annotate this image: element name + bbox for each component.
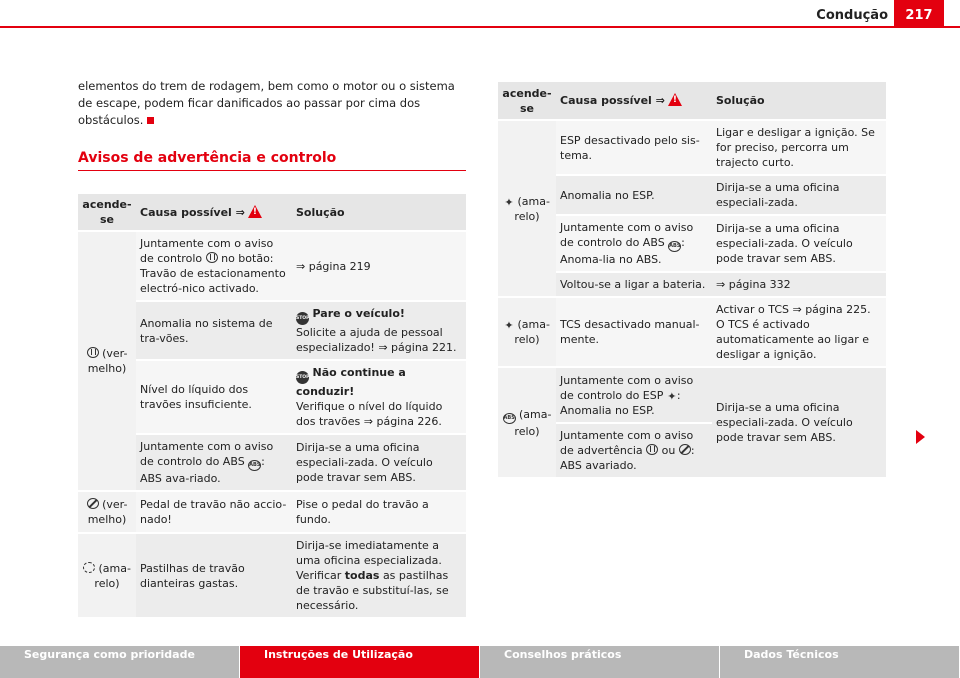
table-row [498, 272, 886, 297]
solution-heading: Não continue a conduzir! [296, 366, 406, 398]
warning-triangle-icon [668, 93, 682, 106]
solution-cell: ⇒ página 219 [292, 231, 466, 301]
solution-cell: Dirija-se a uma oficina especiali-zada. O veículo pode travar sem ABS. [712, 367, 886, 478]
page-number: 217 [894, 0, 944, 28]
cause-text: Juntamente com o aviso de controlo do ESP [560, 373, 694, 402]
cause-text: : ABS avariado. [560, 444, 695, 472]
warning-table-left [78, 194, 466, 619]
tcs-off-icon: ✦ [504, 319, 514, 332]
indicator-label: (ama-relo) [94, 561, 131, 590]
solution-cell: Ligar e desligar a ignição. Se for preciso, percorra um trajecto curto. [712, 120, 886, 175]
cause-cell: Voltou-se a ligar a bateria. [556, 272, 712, 297]
cause-cell: Anomalia no sistema de tra-vões. [136, 301, 292, 360]
footer-tab-tips[interactable]: Conselhos práticos [480, 646, 720, 678]
cause-text: Juntamente com o aviso de controlo do ABS [560, 221, 694, 249]
solution-text: Verifique o nível do líquido dos travões ⇒ página 226. [296, 400, 443, 428]
solution-emphasis: todas [344, 569, 380, 582]
indicator-label: (ama-relo) [514, 318, 550, 346]
header-cause [556, 82, 712, 120]
indicator-label: (ver-melho) [87, 498, 128, 526]
cause-cell [556, 367, 712, 423]
parking-brake-icon [206, 252, 218, 263]
header-solution: Solução [712, 82, 886, 120]
abs-icon: ABS [248, 460, 261, 471]
indicator-label: (ama-relo) [514, 194, 550, 223]
footer-tab-instructions[interactable]: Instruções de Utilização [240, 646, 480, 678]
stop-icon: STOP [296, 312, 309, 325]
indicator-cell [78, 491, 136, 533]
cause-text: : ABS ava-riado. [140, 455, 265, 485]
table-row [78, 491, 466, 533]
abs-icon: ABS [668, 241, 681, 252]
header-cause [136, 194, 292, 231]
indicator-label: (ama-relo) [514, 407, 552, 438]
table-row [498, 175, 886, 215]
table-row [78, 301, 466, 360]
solution-cell [292, 301, 466, 360]
solution-cell: Dirija-se a uma oficina especiali-zada. [712, 175, 886, 215]
table-header-row [78, 194, 466, 231]
cause-text: Juntamente com o aviso de controlo do ABS [140, 440, 274, 468]
solution-text: as pastilhas de travão e substituí-las, se necessário. [296, 569, 449, 612]
indicator-cell [498, 297, 556, 367]
solution-cell [292, 533, 466, 618]
stop-icon: STOP [296, 371, 309, 384]
cause-cell: ESP desactivado pelo sis-tema. [556, 120, 712, 175]
brake-warning-icon [87, 347, 99, 358]
header-cause-label: Causa possível [560, 94, 652, 107]
cause-text: Juntamente com o aviso de advertência [560, 429, 694, 457]
arrow-icon: ⇒ [235, 205, 245, 219]
solution-cell: Activar o TCS ⇒ página 225. O TCS é activado automaticamente ao ligar e desligar a ignição. [712, 297, 886, 367]
abs-icon: ABS [503, 413, 516, 424]
cause-text: : Anoma-lia no ABS. [560, 236, 685, 266]
cause-cell [556, 423, 712, 478]
footer-nav [0, 646, 960, 678]
indicator-cell [78, 533, 136, 618]
indicator-cell [498, 120, 556, 297]
header-indicator: acende-se [498, 82, 556, 120]
esp-icon: ✦ [504, 195, 514, 209]
cause-cell [136, 231, 292, 301]
chapter-title: Condução [816, 8, 888, 23]
cause-text: Juntamente com o aviso de controlo [140, 237, 274, 265]
table-row [78, 360, 466, 434]
end-of-section-mark [147, 117, 154, 124]
header-cause-label: Causa possível [140, 205, 232, 219]
table-row [78, 533, 466, 618]
brake-warning-icon [646, 444, 658, 455]
solution-cell: Dirija-se a uma oficina especiali-zada. O veículo pode travar sem ABS. [292, 434, 466, 491]
table-row [498, 297, 886, 367]
brake-pedal-icon [87, 498, 99, 509]
cause-cell: Pastilhas de travão dianteiras gastas. [136, 533, 292, 618]
header-solution: Solução [292, 194, 466, 231]
indicator-label: (ver-melho) [87, 347, 128, 375]
solution-cell: Pise o pedal do travão a fundo. [292, 491, 466, 533]
indicator-cell [78, 231, 136, 491]
table-row [78, 434, 466, 491]
cause-cell: Anomalia no ESP. [556, 175, 712, 215]
solution-heading: Pare o veículo! [312, 307, 405, 320]
esp-icon: ✦ [667, 389, 677, 403]
table-row [498, 120, 886, 175]
cause-text: ou [661, 444, 676, 457]
table-row [498, 367, 886, 423]
indicator-cell [498, 367, 556, 478]
footer-tab-safety[interactable]: Segurança como prioridade [0, 646, 240, 678]
solution-cell [292, 360, 466, 434]
solution-cell: ⇒ página 332 [712, 272, 886, 297]
cause-text: : Anomalia no ESP. [560, 388, 681, 417]
page-header [0, 0, 960, 30]
warning-triangle-icon [248, 205, 262, 218]
header-rule [0, 26, 960, 28]
section-title: Avisos de advertência e controlo [78, 150, 466, 171]
solution-text: Solicite a ajuda de pessoal especializado! ⇒ página 221. [296, 326, 457, 354]
table-header-row [498, 82, 886, 120]
table-row [78, 231, 466, 301]
abs-off-icon [679, 444, 691, 455]
warning-table-right [498, 82, 886, 479]
intro-paragraph [78, 78, 468, 129]
cause-cell: Pedal de travão não accio-nado! [136, 491, 292, 533]
cause-cell: Nível do líquido dos travões insuficiente. [136, 360, 292, 434]
header-indicator: acende-se [78, 194, 136, 231]
cause-cell [136, 434, 292, 491]
arrow-icon: ⇒ [655, 94, 665, 107]
solution-text: Dirija-se imediatamente a uma oficina especializada. Verificar [296, 539, 442, 582]
cause-cell [556, 215, 712, 272]
footer-tab-technical[interactable]: Dados Técnicos [720, 646, 960, 678]
intro-text: elementos do trem de rodagem, bem como o motor ou o sistema de escape, podem ficar danificados ao passar por cima dos obstáculos. [78, 79, 455, 127]
solution-cell: Dirija-se a uma oficina especiali-zada. O veículo pode travar sem ABS. [712, 215, 886, 272]
brake-pad-icon [83, 562, 95, 573]
cause-text: no botão: Travão de estacionamento electró-nico activado. [140, 252, 286, 295]
table-row [498, 215, 886, 272]
cause-cell: TCS desactivado manual-mente. [556, 297, 712, 367]
continue-arrow-icon [916, 430, 925, 444]
